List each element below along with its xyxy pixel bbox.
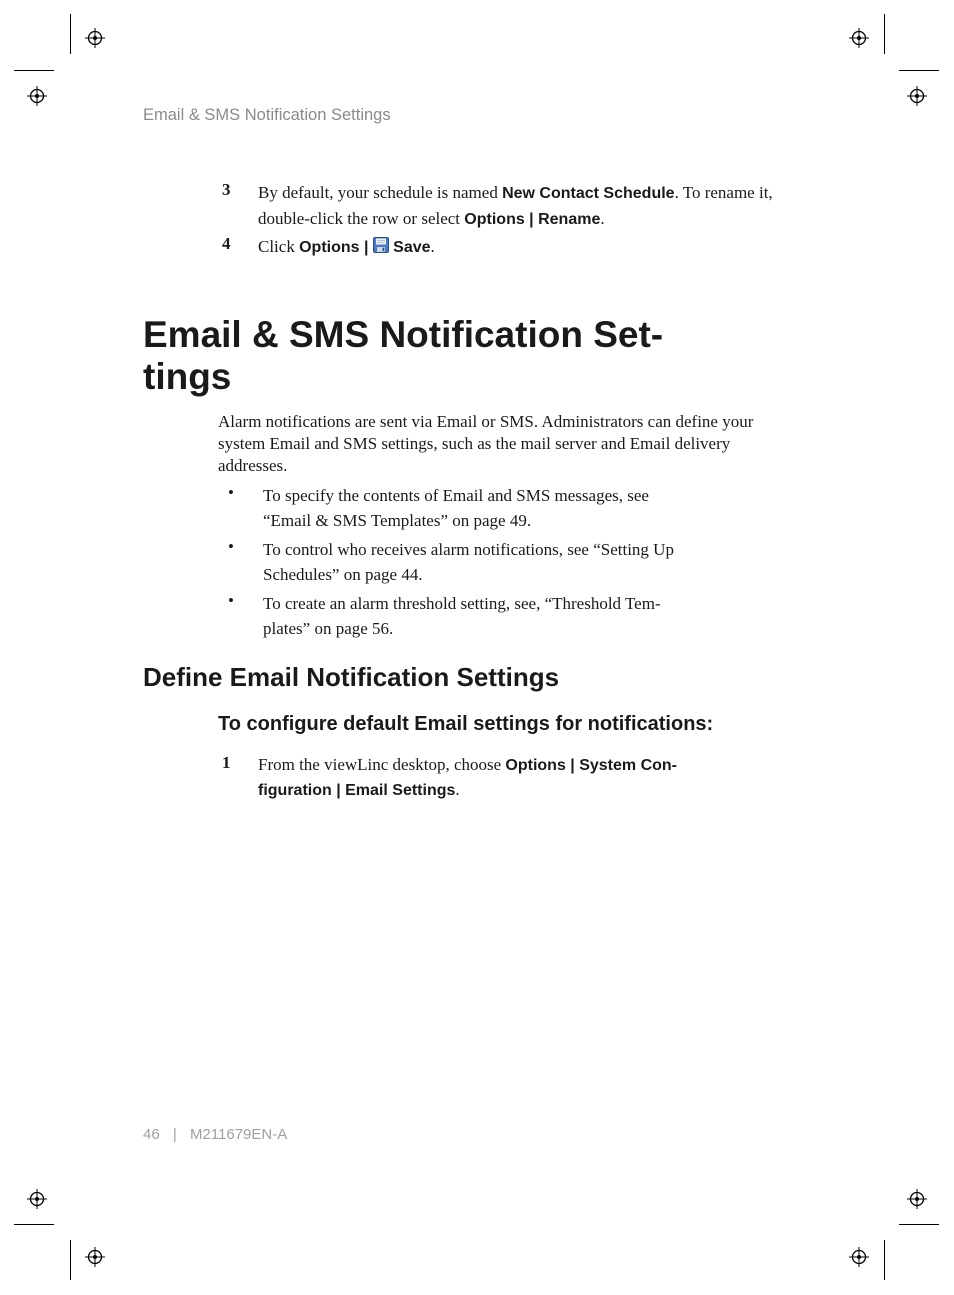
bullet-mark: •	[228, 591, 234, 610]
step-text-run: From the viewLinc desktop, choose	[258, 755, 506, 774]
list-item-line: To specify the contents of Email and SMS messages, see	[263, 486, 649, 505]
section-heading	[143, 314, 703, 398]
registration-mark-icon	[85, 1247, 105, 1267]
bullet-mark: •	[228, 483, 234, 502]
bullet-mark: •	[228, 537, 234, 556]
step-text-run: Click	[258, 237, 300, 256]
step-text	[258, 180, 778, 232]
ui-term: Options | Rename	[464, 211, 601, 228]
step-text	[258, 753, 778, 803]
crop-mark-line	[899, 70, 939, 71]
page-number: 46	[143, 1126, 160, 1143]
running-header: Email & SMS Notification Settings	[143, 106, 391, 124]
ui-term: New Contact Schedule	[502, 185, 675, 202]
step-text-run: . To rename it, double-click the row or select	[258, 183, 773, 228]
document-id: M211679EN-A	[189, 1126, 288, 1143]
list-item-line: “Email & SMS Templates” on page 49.	[263, 511, 532, 530]
procedure-heading: To configure default Email settings for notifications:	[218, 713, 714, 735]
intro-paragraph: Alarm notifications are sent via Email or SMS. Administrators can define your system Email and SMS settings, such as the mail server and Email delivery addresses.	[218, 412, 754, 475]
list-item-line: plates” on page 56.	[263, 619, 394, 638]
ui-term: figuration | Email Settings	[258, 782, 456, 799]
subsection-heading: Define Email Notification Settings	[143, 662, 560, 692]
registration-mark-icon	[27, 86, 47, 106]
registration-mark-icon	[85, 28, 105, 48]
step-number: 1	[222, 753, 231, 772]
ui-term: Save	[393, 239, 431, 256]
save-icon	[373, 237, 389, 253]
crop-mark-line	[899, 1224, 939, 1225]
crop-mark-line	[70, 14, 71, 54]
registration-mark-icon	[907, 1189, 927, 1209]
step-number: 4	[222, 234, 231, 253]
registration-mark-icon	[849, 28, 869, 48]
list-item-text	[263, 591, 763, 641]
list-item-line: To create an alarm threshold setting, see, “Threshold Tem-	[263, 594, 661, 613]
list-item-line: Schedules” on page 44.	[263, 565, 423, 584]
step-text-run: .	[430, 237, 435, 256]
registration-mark-icon	[907, 86, 927, 106]
ui-term: Options | System Con-	[505, 757, 678, 774]
crop-mark-line	[884, 14, 885, 54]
step-text-line	[258, 753, 778, 778]
list-item-text	[263, 483, 763, 533]
ui-term: Options |	[299, 239, 373, 256]
step-text-run: .	[455, 780, 460, 799]
section-heading-line: Email & SMS Notification Set-	[143, 314, 664, 355]
step-text-line	[258, 778, 778, 803]
step-text-run: .	[600, 209, 605, 228]
step-text	[258, 234, 778, 260]
crop-mark-line	[884, 1240, 885, 1280]
section-heading-line: tings	[143, 356, 232, 397]
footer-separator: |	[172, 1126, 177, 1143]
list-item-text	[263, 537, 763, 587]
crop-mark-line	[70, 1240, 71, 1280]
step-number: 3	[222, 180, 231, 199]
registration-mark-icon	[849, 1247, 869, 1267]
page-footer	[143, 1126, 287, 1143]
crop-mark-line	[14, 1224, 54, 1225]
list-item-line: To control who receives alarm notifications, see “Setting Up	[263, 540, 674, 559]
step-text-run: By default, your schedule is named	[258, 183, 503, 202]
registration-mark-icon	[27, 1189, 47, 1209]
crop-mark-line	[14, 70, 54, 71]
